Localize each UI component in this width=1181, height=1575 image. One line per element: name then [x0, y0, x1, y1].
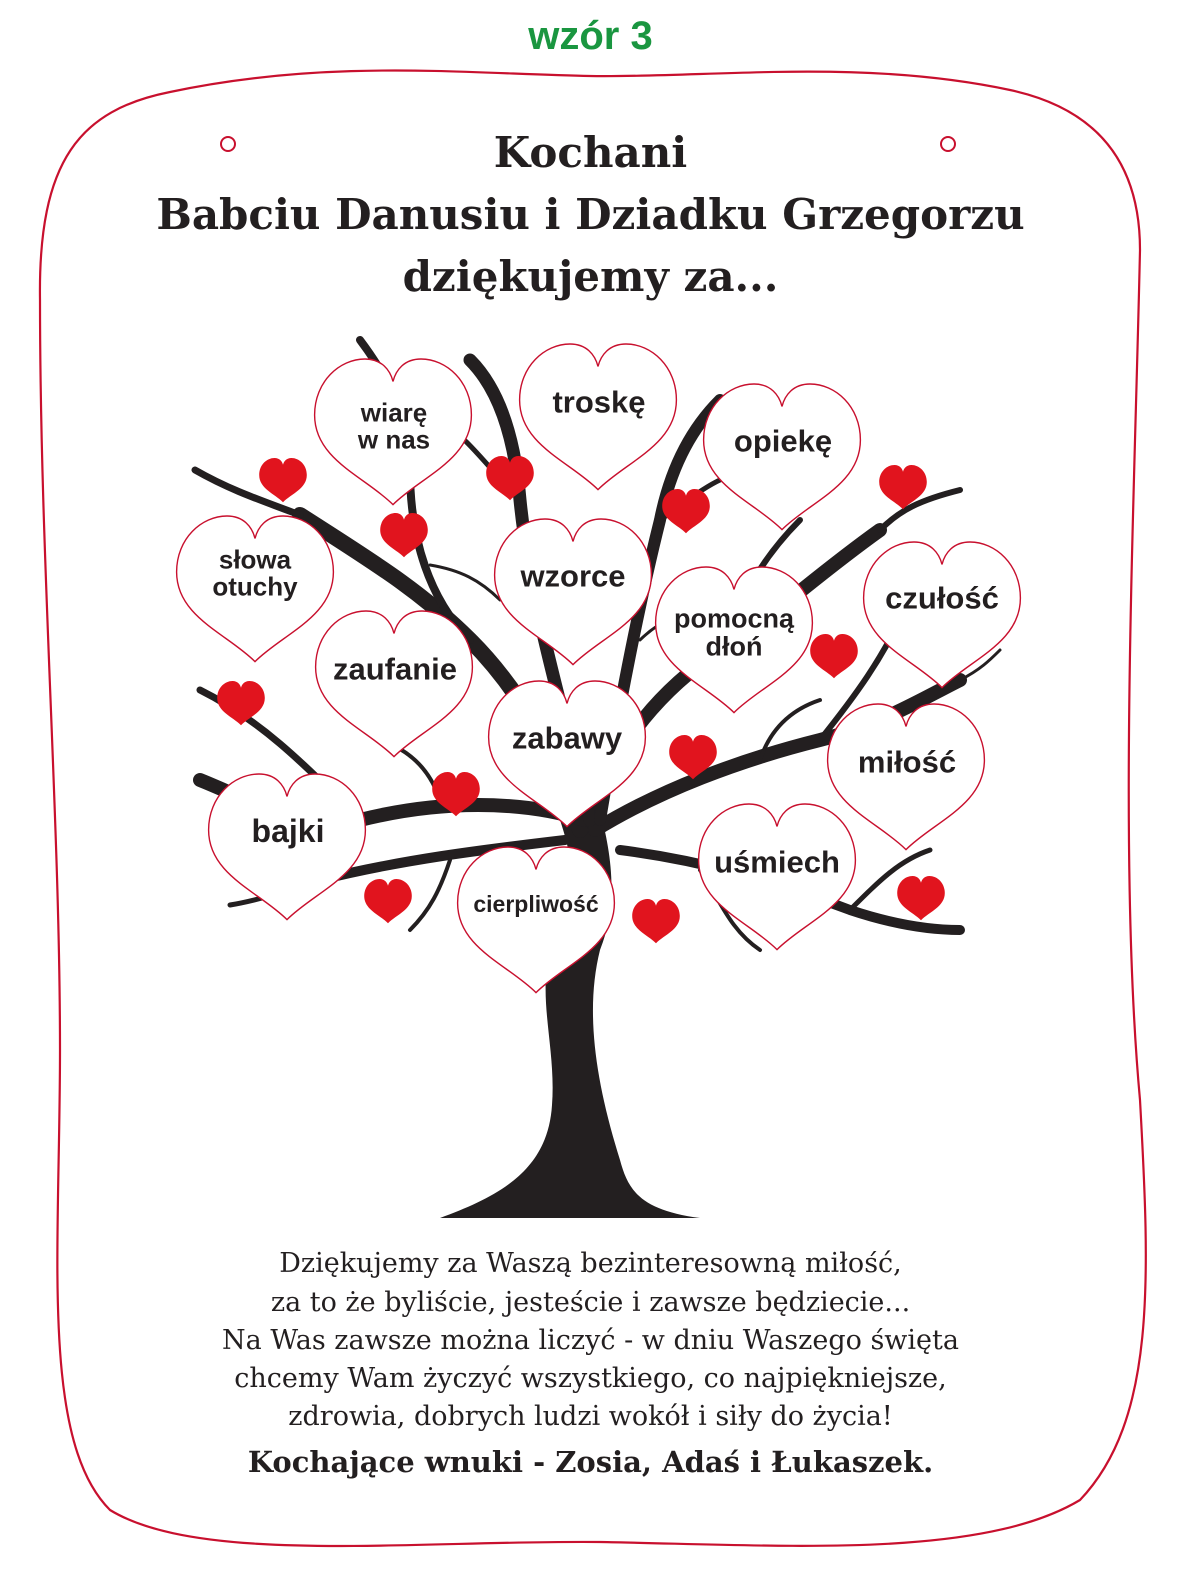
heart-label-line: otuchy	[212, 572, 298, 602]
heart-label-wzorce	[520, 558, 626, 594]
heart-label-milosc	[857, 744, 957, 780]
heading-line-1: Kochani	[493, 128, 688, 177]
heart-label-line: słowa	[218, 544, 292, 575]
heart-label-line: czułość	[885, 580, 999, 616]
red-heart-icon	[364, 879, 412, 923]
heart-label-line: cierpliwość	[473, 890, 599, 917]
variant-label: wzór 3	[528, 14, 653, 58]
red-heart-icon	[259, 458, 307, 502]
message-line-3: Na Was zawsze można liczyć - w dniu Waszego święta	[222, 1325, 959, 1356]
heart-label-slowa-otuchy	[212, 544, 298, 602]
heart-label-line: bajki	[251, 813, 325, 850]
heart-label-troske	[552, 384, 646, 420]
red-heart-icon	[217, 681, 265, 725]
red-heart-icon	[810, 634, 858, 678]
heart-label-zaufanie	[332, 651, 458, 687]
heart-label-wiare	[357, 397, 431, 455]
heart-label-line: wiarę	[360, 397, 428, 428]
heart-label-bajki	[252, 815, 325, 849]
heart-label-line: dłoń	[705, 632, 763, 662]
heart-label-cierpliwosc	[473, 892, 598, 916]
red-heart-icon	[662, 489, 710, 533]
heart-label-line: pomocną	[673, 603, 795, 634]
heart-label-zabawy	[511, 720, 623, 756]
heart-label-usmiech	[714, 844, 840, 880]
heart-label-opieke	[733, 423, 833, 459]
heart-label-line: opiekę	[733, 423, 833, 459]
heading-line-3: dziękujemy za...	[402, 252, 779, 301]
heart-label-line: troskę	[552, 384, 646, 420]
message-line-2: za to że byliście, jesteście i zawsze będziecie...	[270, 1287, 911, 1318]
heart-label-line: wzorce	[520, 558, 626, 594]
heart-label-pomocna-dlon	[674, 605, 794, 662]
message-line-4: chcemy Wam życzyć wszystkiego, co najpiękniejsze,	[234, 1363, 947, 1394]
signature: Kochające wnuki - Zosia, Adaś i Łukaszek.	[247, 1445, 934, 1479]
message-line-5: zdrowia, dobrych ludzi wokół i siły do życia!	[288, 1401, 893, 1432]
heart-label-line: zaufanie	[332, 651, 458, 687]
heart-label-line: miłość	[857, 744, 957, 780]
heart-label-line: uśmiech	[714, 844, 840, 880]
heart-label-czulosc	[885, 580, 999, 616]
heart-label-line: w nas	[357, 425, 431, 455]
red-heart-icon	[897, 876, 945, 920]
heart-label-line: zabawy	[511, 720, 623, 756]
red-heart-icon	[632, 899, 680, 943]
message-line-1: Dziękujemy za Waszą bezinteresowną miłość,	[279, 1248, 902, 1279]
heading-line-2: Babciu Danusiu i Dziadku Grzegorzu	[156, 190, 1025, 239]
